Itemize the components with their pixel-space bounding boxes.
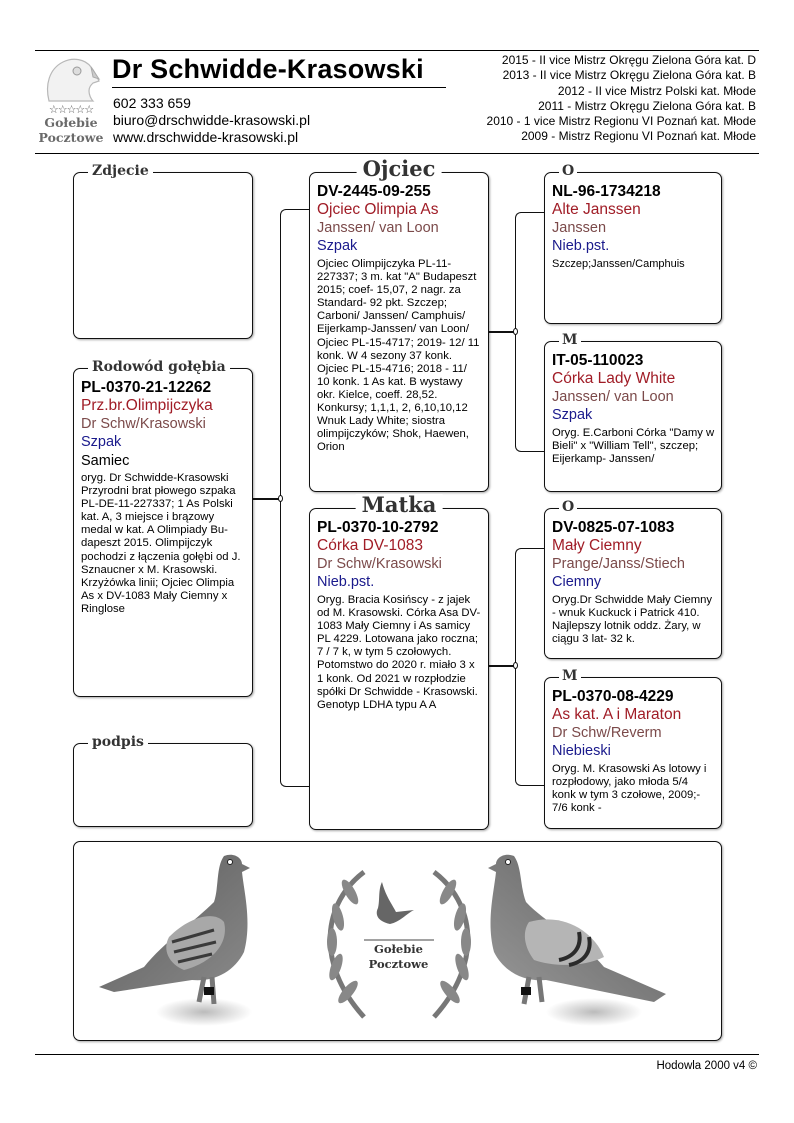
header-bottom-rule [35, 153, 759, 154]
subject-legend: Rodowód gołębia [88, 359, 230, 375]
connector-node [513, 328, 518, 335]
connector-bracket [515, 212, 544, 452]
signature-box[interactable] [73, 734, 253, 827]
signature-legend: podpis [88, 734, 148, 750]
grandmother-legend: M [559, 332, 581, 348]
grandfather-legend: O [559, 499, 577, 515]
connector-bracket [280, 209, 309, 787]
phone-number: 602 333 659 [113, 95, 191, 111]
title-underline [112, 87, 446, 88]
connector-node [513, 662, 518, 669]
pigeon-color: Szpak [552, 407, 593, 423]
paternal-grandmother-box [544, 332, 722, 492]
website-url[interactable]: www.drschwidde-krasowski.pl [113, 129, 299, 145]
pigeon-name: Córka Lady White [552, 370, 676, 387]
pigeon-name: Alte Janssen [552, 201, 641, 218]
pigeon-name: Ojciec Olimpia As [317, 201, 439, 218]
pigeon-description: Oryg. M. Krasowski As lotowy i rozpłodowy, jako młoda 5/4 konk w tym 3 czołowe, 2009;- 7/6 konk - [552, 763, 707, 815]
breeder: Prange/Janss/Stiech [552, 556, 685, 572]
achievements-list [487, 53, 756, 145]
breeder: Dr Schw/Krasowski [317, 556, 442, 572]
footer-rule [35, 1054, 759, 1055]
breeder: Dr Schw/Krasowski [81, 416, 206, 432]
father-box [309, 156, 489, 492]
footer-credit: Hodowla 2000 v4 © [656, 1060, 757, 1072]
maternal-grandfather-box [544, 499, 722, 659]
pigeon-description: Oryg. Bracia Kosińscy - z jajek od M. Krasowski. Córka Asa DV-1083 Mały Ciemny i As samicy PL 4229. Lotowana jako roczna; 7 / 7 k, w tym 5 czołowych. Potomstwo do 2020 r. miało 3 x 1 konk. Od 2021 w rozpłodzie spółki Dr Schwidde - Krasowski. Genotyp LDHA typu A A [317, 594, 481, 711]
ring-number: DV-0825-07-1083 [552, 519, 675, 536]
pigeon-color: Niebieski [552, 743, 611, 759]
connector-line [253, 498, 281, 500]
pigeon-color: Ciemny [552, 574, 602, 590]
crest-text-line2: Pocztowe [368, 957, 429, 971]
pigeon-color: Szpak [81, 434, 122, 450]
subject-pigeon-box [73, 359, 253, 697]
pigeon-description: Oryg.Dr Schwidde Mały Ciemny - wnuk Kuckuck i Patrick 410. Najlepszy lotnik oddz. Żary, w ciągu 3 lat- 32 k. [552, 594, 713, 646]
connector-line [489, 331, 516, 333]
logo-stars: ☆☆☆☆☆ [48, 104, 94, 116]
photo-box[interactable] [73, 163, 253, 339]
pigeon-description: Szczep;Janssen/Camphuis [552, 258, 685, 270]
breeder: Dr Schw/Reverm [552, 725, 662, 741]
achievement-item: 2015 - II vice Mistrz Okręgu Zielona Góra kat. D [501, 53, 756, 67]
achievement-item: 2013 - II vice Mistrz Okręgu Zielona Góra kat. B [502, 68, 756, 83]
achievement-item: 2011 - Mistrz Okręgu Zielona Góra kat. B [538, 98, 756, 113]
breeder-name-title: Dr Schwidde-Krasowski [112, 54, 424, 84]
crest-text-line1: Gołebie [374, 942, 423, 956]
ring-number: PL-0370-21-12262 [81, 379, 212, 396]
photo-box-legend: Zdjecie [88, 163, 153, 179]
ring-number: DV-2445-09-255 [317, 183, 431, 200]
pigeon-head-icon [41, 55, 101, 103]
ring-number: NL-96-1734218 [552, 183, 661, 200]
right-pigeon-icon [488, 855, 666, 1026]
pigeon-color: Nieb.pst. [552, 238, 610, 254]
grandmother-legend: M [559, 668, 581, 684]
pigeon-sex: Samiec [81, 453, 130, 469]
mother-legend: Matka [356, 494, 443, 516]
mother-box [309, 492, 489, 830]
pigeon-name: As kat. A i Maraton [552, 706, 682, 723]
pigeon-name: Mały Ciemny [552, 537, 642, 554]
pigeon-color: Nieb.pst. [317, 574, 375, 590]
connector-bracket [515, 548, 544, 786]
father-legend: Ojciec [357, 158, 442, 180]
header-top-rule [35, 50, 759, 51]
breeder: Janssen [552, 220, 607, 236]
logo-text-line2: Pocztowe [38, 130, 104, 145]
pigeons-banner-image [73, 841, 722, 1041]
connector-line [489, 665, 516, 667]
grandfather-legend: O [559, 163, 577, 179]
ring-number: PL-0370-10-2792 [317, 519, 439, 536]
ring-number: IT-05-110023 [552, 352, 644, 369]
achievement-item: 2012 - II vice Mistrz Polski kat. Młode [557, 83, 756, 98]
paternal-grandfather-box [544, 163, 722, 324]
achievement-item: 2009 - Mistrz Regionu VI Poznań kat. Młode [521, 129, 756, 144]
pigeon-description: Ojciec Olimpijczyka PL-11-227337; 3 m. kat "A" Budapeszt 2015; coef- 15,07, 2 nagr. za Standard- 92 pkt. Szczep; Carboni/ Janssen/ Camphuis/ Eijerkamp-Janssen/ van Loon/ Ojciec PL-15-4717; 2019- 12/ 11 konk. W 4 sezony 37 konk. Ojciec PL-15-4716; 2018 - 11/ 10 konk. 1 As kat. B wystawy okr. Kielce, coeff. 28,52. Konkursy; 1,1,1, 2, 6,10,10,12 Wnuk Lady White; siostra olimpijczyków; Shok, Haewen, Orion [317, 258, 480, 454]
achievement-item: 2010 - 1 vice Mistrz Regionu VI Poznań kat. Młode [486, 114, 756, 129]
club-logo [35, 55, 107, 147]
pigeon-color: Szpak [317, 238, 358, 254]
pigeon-description: Oryg. E.Carboni Córka "Damy w Bieli" x "William Tell", szczep; Eijerkamp- Janssen/ [552, 427, 715, 466]
ring-number: PL-0370-08-4229 [552, 688, 674, 705]
left-pigeon-icon [99, 855, 252, 1026]
email-address[interactable]: biuro@drschwidde-krasowski.pl [113, 112, 311, 128]
connector-node [278, 495, 283, 502]
breeder: Janssen/ van Loon [317, 220, 439, 236]
pigeon-name: Córka DV-1083 [317, 537, 423, 554]
maternal-grandmother-box [544, 668, 722, 829]
logo-text-line1: Gołebie [44, 115, 98, 130]
pigeon-name: Prz.br.Olimpijczyka [81, 397, 213, 414]
pigeon-description: oryg. Dr Schwidde-Krasowski Przyrodni brat płowego szpaka PL-DE-11-227337; 1 As Polski kat. A, 3 miejsce i brązowy medal w kat. A Olimpiady Bu-dapeszt 2015. Olimpijczyk pochodzi z łączenia gołębi od J. Sznaucner x M. Krasowski. Krzyżówka linii; Ojciec Olimpia As x DV-1083 Mały Ciemny x Ringlose [81, 472, 241, 615]
breeder: Janssen/ van Loon [552, 389, 674, 405]
